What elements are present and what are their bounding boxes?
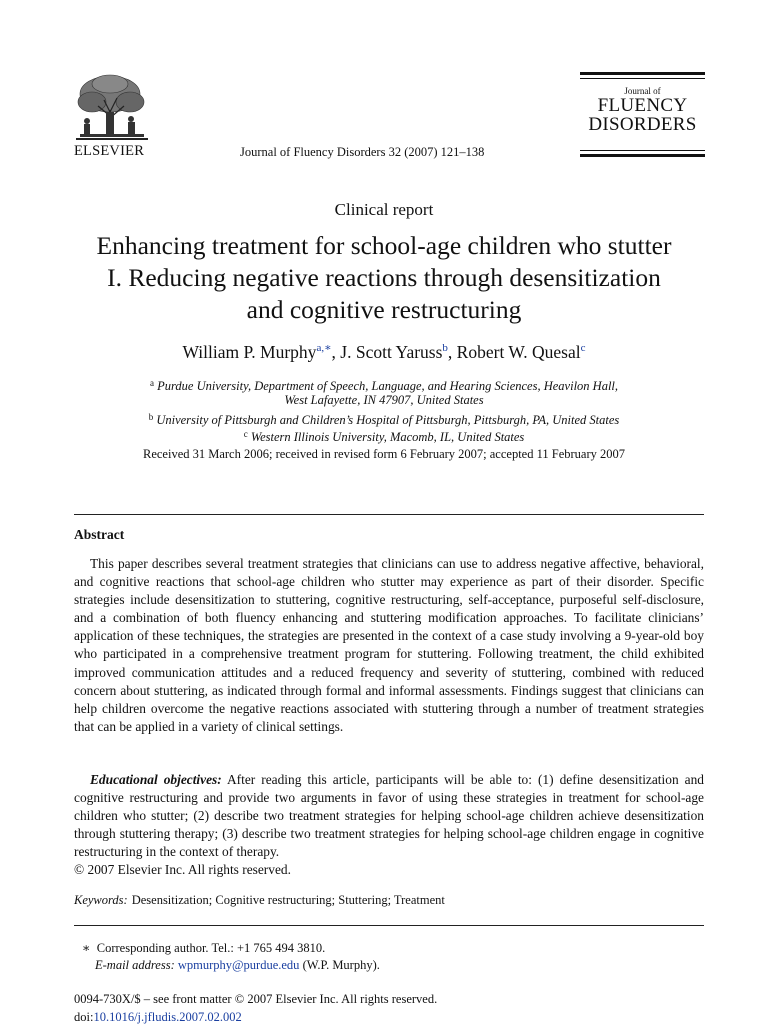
article-dates: Received 31 March 2006; received in revised form 6 February 2007; accepted 11 February 2007	[142, 447, 625, 461]
email-note	[95, 958, 380, 973]
abstract-heading: Abstract	[74, 527, 125, 542]
front-matter-note: 0094-730X/$ – see front matter © 2007 Elsevier Inc. All rights reserved.	[74, 992, 438, 1006]
email-owner: (W.P. Murphy).	[302, 958, 380, 972]
footnote-marker: ∗	[82, 941, 91, 955]
journal-citation: Journal of Fluency Disorders 32 (2007) 121–138	[240, 145, 485, 159]
journal-logo-rule-bottom	[580, 154, 705, 157]
journal-logo-line2: DISORDERS	[588, 114, 697, 135]
journal-logo-rule-top	[580, 72, 705, 75]
author-affiliation-link[interactable]: b	[442, 342, 448, 354]
title-line-3: and cognitive restructuring	[246, 295, 522, 324]
author-list	[0, 341, 768, 363]
abstract-copyright: © 2007 Elsevier Inc. All rights reserved.	[74, 862, 291, 877]
affiliation-marker: b	[148, 412, 154, 422]
affiliation-marker: a	[149, 378, 154, 388]
divider-bottom	[74, 925, 704, 926]
article-title	[0, 230, 768, 326]
keywords-list: Desensitization; Cognitive restructuring; Stuttering; Treatment	[131, 893, 445, 907]
author-name: William P. Murphy	[182, 342, 317, 362]
author-affiliation-link[interactable]: a,∗	[316, 342, 332, 354]
author-separator: ,	[447, 342, 457, 362]
doi-line	[74, 1010, 242, 1025]
objectives-label: Educational objectives:	[90, 772, 222, 787]
author-affiliation-link[interactable]: c	[580, 342, 586, 354]
author-name: J. Scott Yaruss	[340, 342, 443, 362]
corresponding-author-text: Corresponding author. Tel.: +1 765 494 3810.	[96, 941, 326, 955]
title-line-1: Enhancing treatment for school-age children who stutter	[96, 231, 672, 260]
publisher-name: ELSEVIER	[74, 143, 145, 159]
affiliation-marker: c	[243, 429, 248, 439]
doi-link[interactable]: 10.1016/j.jfludis.2007.02.002	[93, 1010, 242, 1024]
author-separator: ,	[331, 342, 341, 362]
educational-objectives	[74, 771, 704, 861]
divider-top	[74, 514, 704, 515]
article-type: Clinical report	[334, 200, 434, 219]
affiliation-text: University of Pittsburgh and Children’s Hospital of Pittsburgh, Pittsburgh, PA, United States	[156, 413, 620, 427]
journal-logo-small-text: Journal of	[624, 86, 661, 96]
affiliation-c	[0, 426, 768, 446]
abstract-text: This paper describes several treatment strategies that clinicians can use to address negative affective, behavioral, and cognitive reactions that school-age children who stutter may experience as part of their disorder. Specific strategies include desensitization to stuttering, cognitive restructuring, self-acceptance, purposeful self-disclosure, and a combination of both fluency enhancing and stuttering modification approaches. To facilitate clinicians’ application of these techniques, the strategies are presented in the context of a case study involving a 9-year-old boy who participated in a comprehensive treatment program for stuttering. Following treatment, the child exhibited improved communication attitudes and a reduced frequency and severity of stuttering, combined with reduced concern about stuttering, as indicated through formal and informal assessments. Findings suggest that clinicians can help children overcome the negative reactions associated with stuttering through a number of treatment strategies that can be applied in a variety of clinical settings.	[74, 556, 704, 734]
title-line-2: I. Reducing negative reactions through desensitization	[107, 263, 661, 292]
corresponding-author-note	[82, 940, 325, 956]
journal-logo-rule-bottom-thin	[580, 150, 705, 151]
email-label: E-mail address:	[95, 958, 175, 972]
journal-logo-rule-top-thin	[580, 78, 705, 79]
affiliation-a-line2: West Lafayette, IN 47907, United States	[284, 393, 484, 407]
keywords-label: Keywords:	[74, 893, 128, 907]
objectives-text: After reading this article, participants will be able to: (1) define desensitization and cognitive restructuring and provide two arguments in favor of using these strategies in treatment for school-age children who stutter; (2) describe two treatment strategies for helping school-age children achieve desensitization through stuttering therapy; (3) describe two treatment strategies for helping school-age children engage in cognitive restructuring in the context of therapy.	[74, 772, 704, 860]
doi-label: doi:	[74, 1010, 94, 1024]
journal-logo	[580, 72, 705, 158]
affiliation-text: Purdue University, Department of Speech, Language, and Hearing Sciences, Heavilon Hall,	[157, 379, 619, 393]
keywords	[74, 893, 445, 908]
affiliation-text: Western Illinois University, Macomb, IL, United States	[250, 430, 525, 444]
journal-logo-line1: FLUENCY	[597, 95, 688, 116]
email-link[interactable]: wpmurphy@purdue.edu	[177, 958, 300, 972]
author-name: Robert W. Quesal	[456, 342, 581, 362]
